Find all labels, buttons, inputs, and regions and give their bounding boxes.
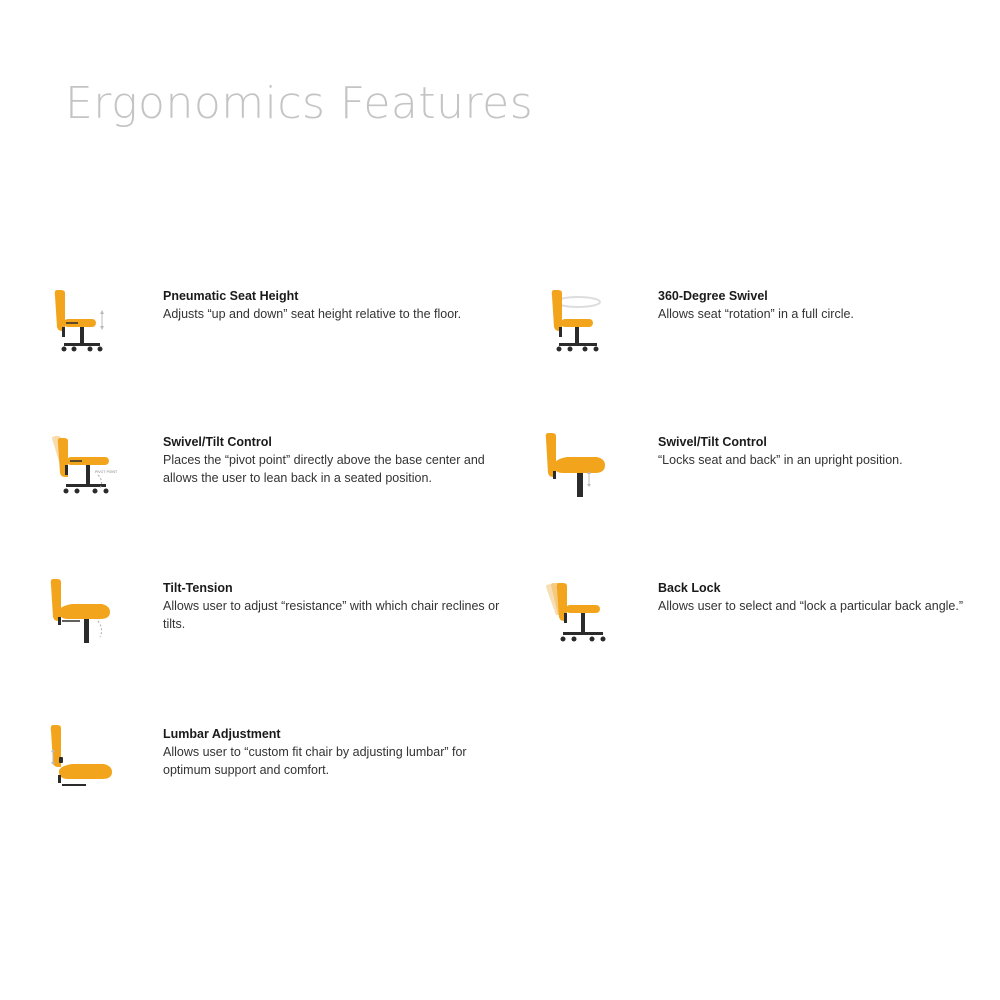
feature-swivel-tilt-control-pivot: [50, 433, 510, 533]
pivot-point-label: PIVOT POINT: [95, 470, 118, 474]
feature-title: Swivel/Tilt Control: [658, 435, 767, 449]
back-lock-chair-icon: [545, 579, 625, 659]
feature-back-lock: [545, 579, 1000, 679]
feature-pneumatic-seat-height: [50, 287, 510, 387]
feature-360-degree-swivel: [545, 287, 1000, 387]
tilt-lock-chair-icon: [545, 433, 625, 513]
feature-title: 360-Degree Swivel: [658, 289, 768, 303]
feature-description: Allows user to select and “lock a particular back angle.”: [658, 599, 964, 613]
feature-description: Adjusts “up and down” seat height relative to the floor.: [163, 307, 462, 321]
seat-height-chair-icon: [50, 287, 130, 367]
feature-title: Swivel/Tilt Control: [163, 435, 272, 449]
feature-title: Back Lock: [658, 581, 721, 595]
feature-description: “Locks seat and back” in an upright position.: [658, 453, 903, 467]
feature-lumbar-adjustment: [50, 725, 510, 825]
feature-description: Places the “pivot point” directly above the base center and allows the user to lean back in a seated position.: [163, 453, 485, 485]
feature-title: Tilt-Tension: [163, 581, 233, 595]
feature-swivel-tilt-control-lock: [545, 433, 1000, 533]
feature-title: Lumbar Adjustment: [163, 727, 281, 741]
swivel-chair-icon: [545, 287, 625, 367]
feature-description: Allows user to “custom fit chair by adjusting lumbar” for optimum support and comfort.: [163, 745, 467, 777]
feature-title: Pneumatic Seat Height: [163, 289, 299, 303]
lumbar-chair-icon: [50, 725, 130, 805]
page-title: Ergonomics Features: [65, 78, 534, 129]
feature-description: Allows user to adjust “resistance” with which chair reclines or tilts.: [163, 599, 500, 631]
feature-tilt-tension: [50, 579, 510, 679]
tilt-tension-chair-icon: [50, 579, 130, 659]
pivot-tilt-chair-icon: [50, 433, 130, 513]
feature-description: Allows seat “rotation” in a full circle.: [658, 307, 854, 321]
